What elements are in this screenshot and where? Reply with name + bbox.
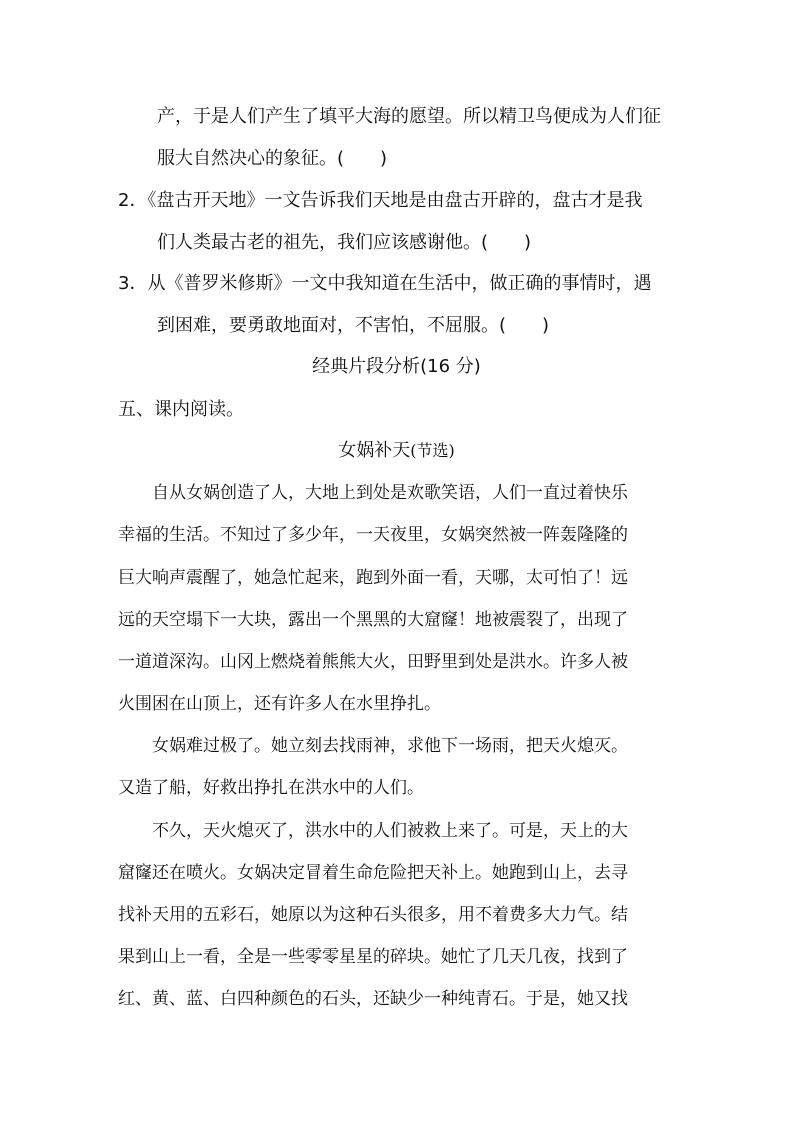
passage-line: 不久，天火熄灭了，洪水中的人们被救上来了。可是，天上的大: [118, 821, 628, 841]
passage-line: 女娲难过极了。她立刻去找雨神，求他下一场雨，把天火熄灭。: [118, 736, 628, 756]
question-1-continuation-line-1: 产，于是人们产生了填平大海的愿望。所以精卫鸟便成为人们征: [157, 106, 661, 127]
passage-line: 远的天空塌下一大块，露出一个黑黑的大窟窿！地被震裂了，出现了: [118, 610, 628, 630]
passage-title-note: (节选): [410, 441, 455, 460]
passage-line: 一道道深沟。山冈上燃烧着熊熊大火，田野里到处是洪水。许多人被: [118, 652, 628, 672]
section-heading: 经典片段分析(16 分): [312, 356, 481, 377]
passage-line: 找补天用的五彩石，她原以为这种石头很多，用不着费多大力气。结: [118, 905, 628, 925]
passage-line: 幸福的生活。不知过了多少年，一天夜里，女娲突然被一阵轰隆隆的: [118, 525, 628, 545]
passage-title: [0, 438, 793, 464]
question-2-line-2: 们人类最古老的祖先，我们应该感谢他。( ): [157, 232, 532, 253]
passage-line: 巨大响声震醒了，她急忙起来，跑到外面一看，天哪，太可怕了！远: [118, 568, 628, 588]
passage-title-text: 女娲补天: [338, 440, 411, 461]
passage-line: 火围困在山顶上，还有许多人在水里挣扎。: [118, 694, 441, 714]
question-3-line-1: 3．从《普罗米修斯》一文中我知道在生活中，做正确的事情时，遇: [118, 273, 652, 294]
passage-line: 果到山上一看，全是一些零零星星的碎块。她忙了几天几夜，找到了: [118, 947, 628, 967]
passage-line: 又造了船，好救出挣扎在洪水中的人们。: [118, 778, 424, 798]
question-3-line-2: 到困难，要勇敢地面对，不害怕，不屈服。( ): [157, 315, 550, 336]
passage-line: 自从女娲创造了人，大地上到处是欢歌笑语，人们一直过着快乐: [118, 483, 628, 503]
section-subheading: 五、课内阅读。: [118, 399, 244, 420]
passage-line: 红、黄、蓝、白四种颜色的石头，还缺少一种纯青石。于是，她又找: [118, 989, 628, 1009]
question-2-line-1: 2．《盘古开天地》一文告诉我们天地是由盘古开辟的，盘古才是我: [118, 190, 643, 211]
question-1-continuation-line-2: 服大自然决心的象征。( ): [157, 148, 388, 169]
passage-line: 窟窿还在喷火。女娲决定冒着生命危险把天补上。她跑到山上，去寻: [118, 863, 628, 883]
